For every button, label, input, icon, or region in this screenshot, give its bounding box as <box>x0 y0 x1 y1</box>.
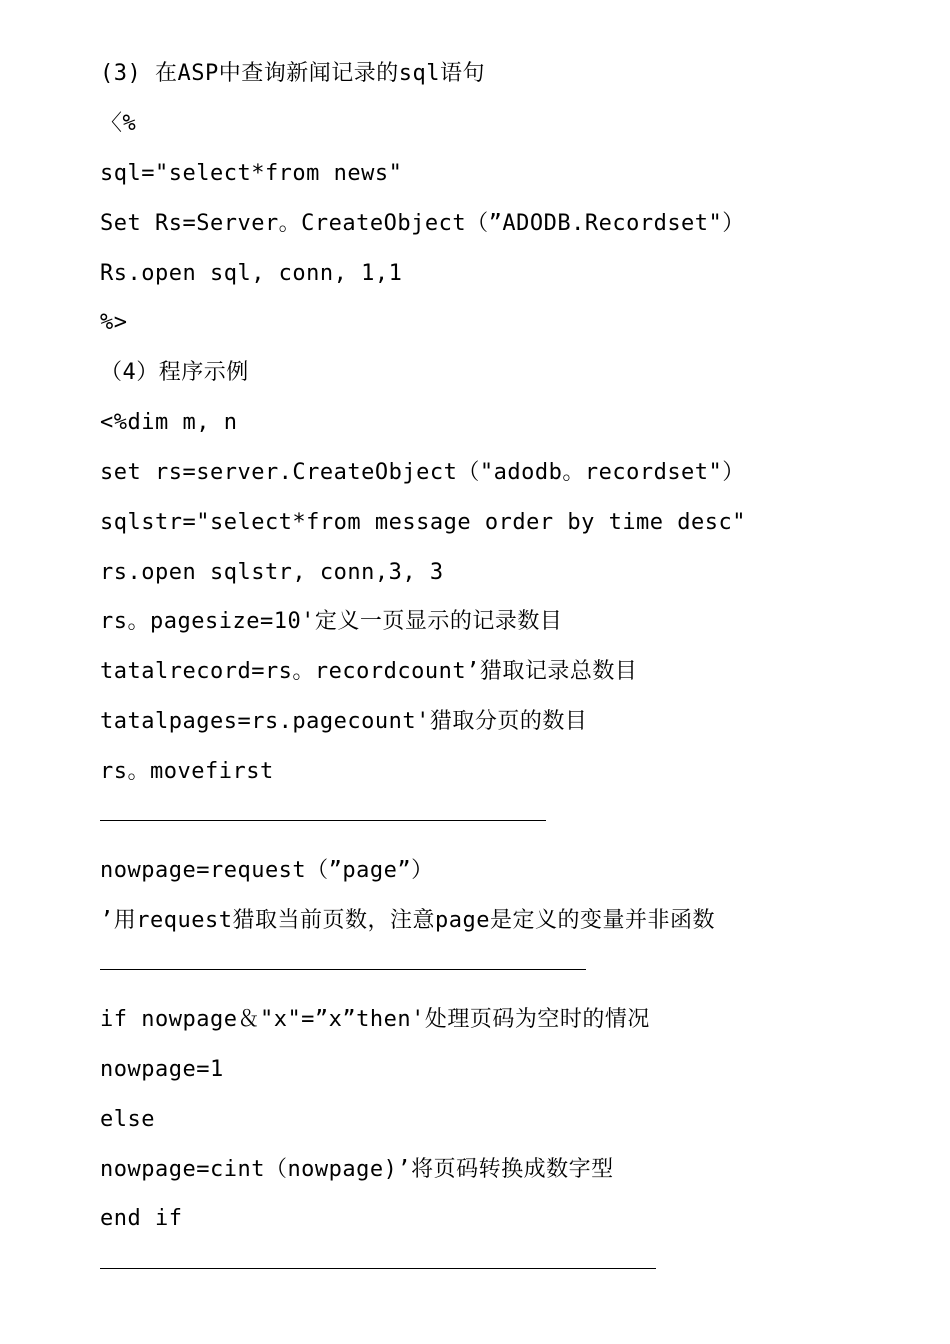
code-line: end if <box>100 1206 183 1231</box>
divider-rule <box>100 969 586 970</box>
code-line: Rs.open sql, conn, 1,1 <box>100 261 403 286</box>
code-line: nowpage=request（”page”） <box>100 858 434 883</box>
code-line: tatalrecord=rs。recordcount’猎取记录总数目 <box>100 659 638 684</box>
code-line: sql="select*from news" <box>100 161 403 186</box>
code-line: sqlstr="select*from message order by time desc" <box>100 510 747 535</box>
code-line: <%dim m, n <box>100 410 238 435</box>
code-line: rs。movefirst <box>100 759 274 784</box>
code-line: rs.open sqlstr, conn,3, 3 <box>100 560 444 585</box>
code-line: Set Rs=Server。CreateObject（”ADODB.Recordset"） <box>100 211 745 236</box>
code-line: 〈% <box>100 111 137 136</box>
section-heading-3: (3) 在ASP中查询新闻记录的sql语句 <box>100 61 485 86</box>
code-line: if nowpage＆"x"=”x”then'处理页码为空时的情况 <box>100 1007 650 1032</box>
divider-rule <box>100 820 546 821</box>
divider-rule <box>100 1268 656 1269</box>
section-heading-4: （4）程序示例 <box>100 360 249 385</box>
code-line: else <box>100 1107 155 1132</box>
code-line: nowpage=1 <box>100 1057 224 1082</box>
code-line: nowpage=cint（nowpage)’将页码转换成数字型 <box>100 1157 614 1182</box>
code-comment-line: ’用request猎取当前页数，注意page是定义的变量并非函数 <box>100 908 715 933</box>
code-line: set rs=server.CreateObject（"adodb。recordset"） <box>100 460 745 485</box>
code-line: %> <box>100 310 128 335</box>
code-line: rs。pagesize=10'定义一页显示的记录数目 <box>100 609 563 634</box>
code-line: tatalpages=rs.pagecount'猎取分页的数目 <box>100 709 588 734</box>
